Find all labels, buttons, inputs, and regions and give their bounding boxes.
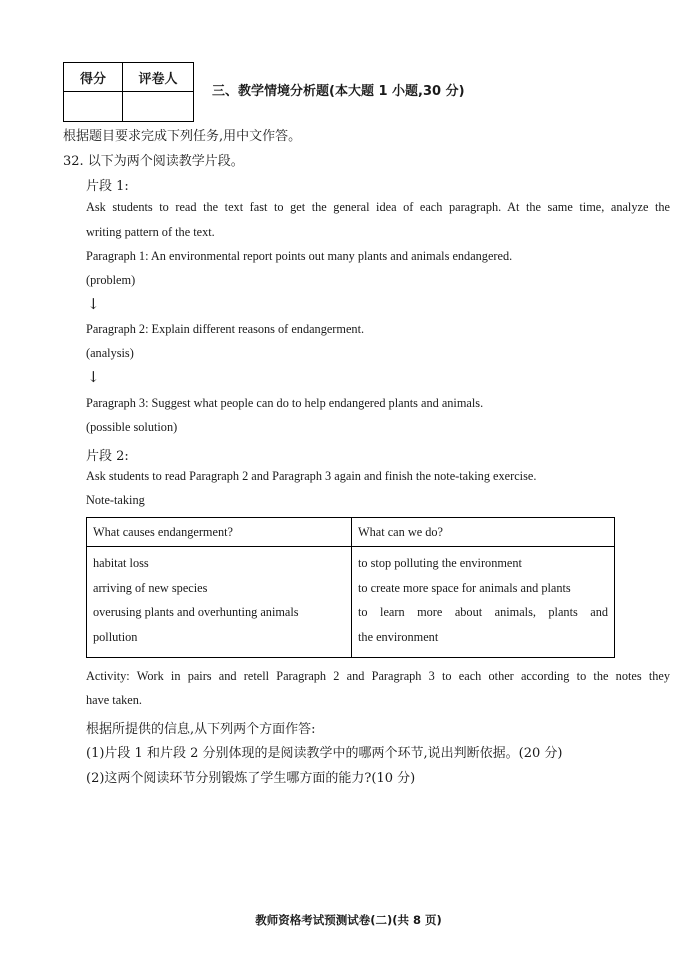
task-2: (2)这两个阅读环节分别锻炼了学生哪方面的能力?(10 分) xyxy=(86,771,416,786)
list-item: the environment xyxy=(358,629,439,644)
score-box xyxy=(63,62,194,122)
task-1: (1)片段 1 和片段 2 分别体现的是阅读教学中的哪两个环节,说出判断依据。(20 分) xyxy=(86,746,563,761)
list-item: overusing plants and overhunting animals xyxy=(93,605,299,619)
instruction: 根据题目要求完成下列任务,用中文作答。 xyxy=(63,129,302,144)
table-header-actions: What can we do? xyxy=(352,518,615,547)
list-item: arriving of new species xyxy=(93,580,208,595)
section-title: 三、教学情境分析题(本大题 1 小题,30 分) xyxy=(212,84,465,99)
table-header-causes: What causes endangerment? xyxy=(87,518,352,547)
page-footer: 教师资格考试预测试卷(二)(共 8 页) xyxy=(255,913,442,927)
actions-cell xyxy=(352,547,615,658)
list-item: to stop polluting the environment xyxy=(358,556,522,570)
grader-cell xyxy=(123,92,194,122)
paragraph2-tag: (analysis) xyxy=(86,346,134,360)
down-arrow-icon: ↓ xyxy=(87,368,100,386)
causes-cell xyxy=(87,547,352,658)
down-arrow-icon: ↓ xyxy=(87,295,100,313)
segment1-label: 片段 1: xyxy=(86,179,129,194)
paragraph1: Paragraph 1: An environmental report points out many plants and animals endangered. xyxy=(86,249,513,263)
segment2-intro: Ask students to read Paragraph 2 and Paragraph 3 again and finish the note-taking exercise. xyxy=(86,469,537,483)
activity-line1: Activity: Work in pairs and retell Paragraph 2 and Paragraph 3 to each other according to the notes they xyxy=(86,669,670,683)
paragraph2: Paragraph 2: Explain different reasons of endangerment. xyxy=(86,322,365,336)
list-item: to learn more about animals, plants and xyxy=(358,605,608,619)
paragraph3: Paragraph 3: Suggest what people can do to help endangered plants and animals. xyxy=(86,396,484,410)
paragraph1-tag: (problem) xyxy=(86,273,136,287)
grader-label: 评卷人 xyxy=(123,63,194,92)
tasks-lead: 根据所提供的信息,从下列两个方面作答: xyxy=(86,722,316,737)
score-cell xyxy=(64,92,123,122)
score-label: 得分 xyxy=(64,63,123,92)
list-item: habitat loss xyxy=(93,556,149,570)
note-taking-table xyxy=(86,517,615,658)
question-32: 32. 以下为两个阅读教学片段。 xyxy=(63,154,244,169)
activity-line2: have taken. xyxy=(86,693,142,707)
list-item: pollution xyxy=(93,629,138,644)
segment2-label: 片段 2: xyxy=(86,449,129,464)
note-taking-title: Note-taking xyxy=(86,493,145,507)
segment1-intro-line1: Ask students to read the text fast to get the general idea of each paragraph. At the same time, analyze the xyxy=(86,200,670,214)
paragraph3-tag: (possible solution) xyxy=(86,420,178,434)
list-item: to create more space for animals and plants xyxy=(358,580,571,595)
segment1-intro-line2: writing pattern of the text. xyxy=(86,225,215,239)
